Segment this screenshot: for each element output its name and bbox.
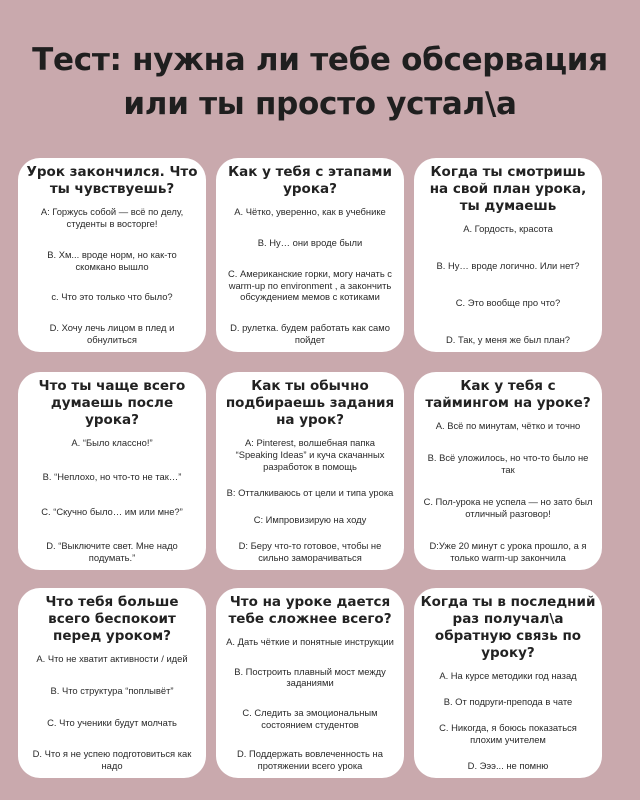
option-d: D:Уже 20 минут с урока прошло, а я только warm-up закончила (429, 540, 587, 564)
question-card-8 (216, 588, 404, 778)
question-text: Когда ты смотришь на свой план урока, ты думаешь (429, 164, 587, 214)
option-a: А. Дать чёткие и понятные инструкции (226, 636, 394, 647)
options-list (24, 437, 200, 564)
options-list (420, 670, 596, 772)
option-d: D. “Выключите свет. Мне надо подумать.” (46, 540, 178, 564)
option-c: С. Это вообще про что? (455, 297, 561, 309)
question-text: Как у тебя с этапами урока? (228, 164, 392, 197)
title-line-2: или ты просто устал\а (123, 86, 517, 122)
option-d: D. Что я не успею подготовиться как надо (32, 748, 192, 772)
option-a: А. Чётко, уверенно, как в учебнике (234, 206, 386, 217)
option-b: В: Отталкиваюсь от цели и типа урока (226, 487, 394, 499)
option-c: С. Американские горки, могу начать с warm-up по environment , а закончить обсуждением мемов с котиками (228, 267, 392, 303)
question-text: Что на уроке дается тебе сложнее всего? (228, 594, 392, 627)
option-d: D. рулетка. будем работать как само пойдет (230, 322, 390, 346)
question-text: Что тебя больше всего беспокоит перед уроком? (45, 594, 179, 644)
question-card-3 (414, 158, 602, 352)
question-card-4 (18, 372, 206, 570)
option-c: С. Пол-урока не успела — но зато был отличный разговор! (423, 496, 593, 520)
question-card-5 (216, 372, 404, 570)
option-d: D. Так, у меня же был план? (445, 334, 571, 346)
option-c: С. “Скучно было… им или мне?” (41, 505, 183, 517)
title-line-1: Тест: нужна ли тебе обсервация (32, 42, 608, 78)
options-list (24, 653, 200, 772)
question-text: Когда ты в последний раз получал\а обратную связь по уроку? (420, 594, 596, 661)
question-card-9 (414, 588, 602, 778)
options-list (420, 420, 596, 564)
question-text: Урок закончился. Что ты чувствуешь? (26, 164, 198, 197)
option-d: D. Поддержать вовлеченность на протяжении всего урока (237, 748, 383, 772)
option-d: D. Хочу лечь лицом в плед и обнулиться (49, 322, 175, 346)
option-c: С. Следить за эмоциональным состоянием студентов (242, 706, 378, 730)
question-text: Как у тебя с таймингом на уроке? (425, 378, 591, 411)
option-c: С. Никогда, я боюсь показаться плохим учителем (439, 722, 577, 746)
question-text: Как ты обычно подбираешь задания на урок? (225, 378, 395, 428)
question-card-7 (18, 588, 206, 778)
page-title (0, 38, 640, 126)
option-b: В. “Неплохо, но что-то не так…” (42, 471, 182, 483)
option-a: А. Всё по минутам, чётко и точно (435, 420, 581, 431)
question-card-2 (216, 158, 404, 352)
option-a: А. “Было классно!” (71, 437, 153, 448)
option-a: А: Pinterest, волшебная папка “Speaking Ideas” и куча скачанных разработок в помощь (235, 437, 385, 472)
option-a: А. Что не хватит активности / идей (36, 653, 188, 664)
options-list (24, 206, 200, 346)
option-b: В. Ну… они вроде были (257, 236, 363, 248)
option-b: В. Всё уложилось, но что-то было не так (427, 452, 589, 476)
option-a: А. Гордость, красота (463, 223, 553, 234)
question-text: Что ты чаще всего думаешь после урока? (38, 378, 186, 428)
option-c: С. Что ученики будут молчать (47, 716, 177, 728)
option-b: В. Построить плавный мост между заданиями (234, 665, 386, 689)
option-c: с. Что это только что было? (51, 291, 173, 303)
options-list (222, 206, 398, 346)
question-card-6 (414, 372, 602, 570)
option-b: В. Что структура “поплывёт” (50, 684, 174, 696)
option-d: D. Эээ... не помню (467, 760, 549, 772)
option-b: В. Ну… вроде логично. Или нет? (436, 260, 580, 272)
option-c: С: Импровизирую на ходу (253, 513, 367, 525)
option-a: А. На курсе методики год назад (439, 670, 577, 681)
options-list (222, 636, 398, 772)
options-list (222, 437, 398, 564)
option-b: В. Хм... вроде норм, но как-то скомкано вышло (47, 248, 177, 272)
option-a: А: Горжусь собой — всё по делу, студенты в восторге! (40, 206, 184, 229)
option-b: В. От подруги-препода в чате (443, 696, 573, 708)
options-list (420, 223, 596, 346)
question-card-1 (18, 158, 206, 352)
option-d: D: Беру что-то готовое, чтобы не сильно заморачиваться (238, 540, 382, 564)
